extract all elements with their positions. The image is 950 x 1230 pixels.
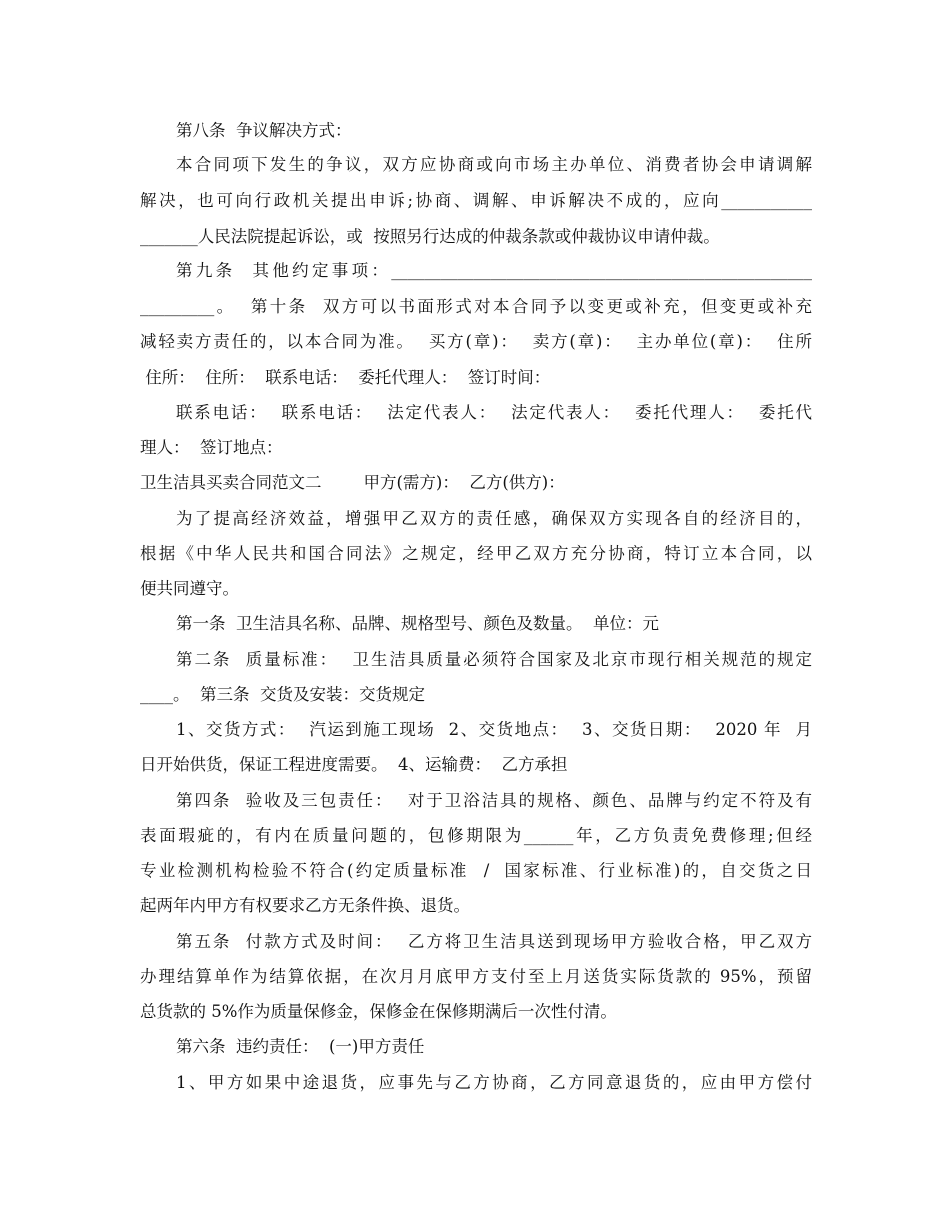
text-line: 专业检测机构检验不符合(约定质量标准 / 国家标准、行业标准)的，自交货之日 <box>140 861 812 880</box>
text-line: 办理结算单作为结算依据，在次月月底甲方支付至上月送货实际货款的 95%，预留 <box>140 967 812 986</box>
text-line: 第六条 违约责任： (一)甲方责任 <box>176 1037 425 1056</box>
text-line: 第二条 质量标准： 卫生洁具质量必须符合国家及北京市现行相关规范的规定 <box>176 650 812 669</box>
text-line: 1、甲方如果中途退货，应事先与乙方协商，乙方同意退货的，应由甲方偿付 <box>176 1073 812 1092</box>
text-line: 第四条 验收及三包责任： 对于卫浴洁具的规格、颜色、品牌与约定不符及有 <box>176 791 812 810</box>
text-line: 1、交货方式： 汽运到施工现场 2、交货地点： 3、交货日期： 2020 年 月 <box>176 720 812 739</box>
text-line: 本合同项下发生的争议，双方应协商或向市场主办单位、消费者协会申请调解 <box>176 155 812 174</box>
text-line: 总货款的 5%作为质量保修金，保修金在保修期满后一次性付清。 <box>140 1002 617 1021</box>
text-line: 联系电话： 联系电话： 法定代表人： 法定代表人： 委托代理人： 委托代 <box>176 403 812 422</box>
text-line: 为了提高经济效益，增强甲乙双方的责任感，确保双方实现各自的经济目的， <box>176 509 812 528</box>
text-line: 解决，也可向行政机关提出申诉;协商、调解、申诉解决不成的，应向___________ <box>140 191 812 210</box>
text-line: 第九条 其他约定事项：___________________________________________________ <box>176 261 812 280</box>
text-line: ____。 第三条 交货及安装：交货规定 <box>140 685 425 704</box>
text-line: 住所： 住所： 联系电话： 委托代理人： 签订时间： <box>140 368 551 387</box>
text-line: 日开始供货，保证工程进度需要。 4、运输费： 乙方承担 <box>140 755 568 774</box>
text-line: 理人： 签订地点： <box>140 438 283 457</box>
text-line: 根据《中华人民共和国合同法》之规定，经甲乙双方充分协商，特订立本合同，以 <box>140 544 812 563</box>
text-line: _________。 第十条 双方可以书面形式对本合同予以变更或补充，但变更或补充 <box>140 297 812 316</box>
text-line: 第八条 争议解决方式： <box>176 121 352 140</box>
text-line: 便共同遵守。 <box>140 579 239 598</box>
text-line: _______人民法院提起诉讼，或 按照另行达成的仲裁条款或仲裁协议申请仲裁。 <box>140 227 720 246</box>
text-line: 表面瑕疵的，有内在质量问题的，包修期限为______年，乙方负责免费修理;但经 <box>140 826 812 845</box>
text-line: 第五条 付款方式及时间： 乙方将卫生洁具送到现场甲方验收合格，甲乙双方 <box>176 932 812 951</box>
text-line: 减轻卖方责任的，以本合同为准。 买方(章)： 卖方(章)： 主办单位(章)： 住所 <box>140 332 812 351</box>
text-line: 起两年内甲方有权要求乙方无条件换、退货。 <box>140 896 470 915</box>
text-line: 第一条 卫生洁具名称、品牌、规格型号、颜色及数量。 单位：元 <box>176 614 659 633</box>
section-heading: 卫生洁具买卖合同范文二 甲方(需方)： 乙方(供方)： <box>140 473 565 492</box>
